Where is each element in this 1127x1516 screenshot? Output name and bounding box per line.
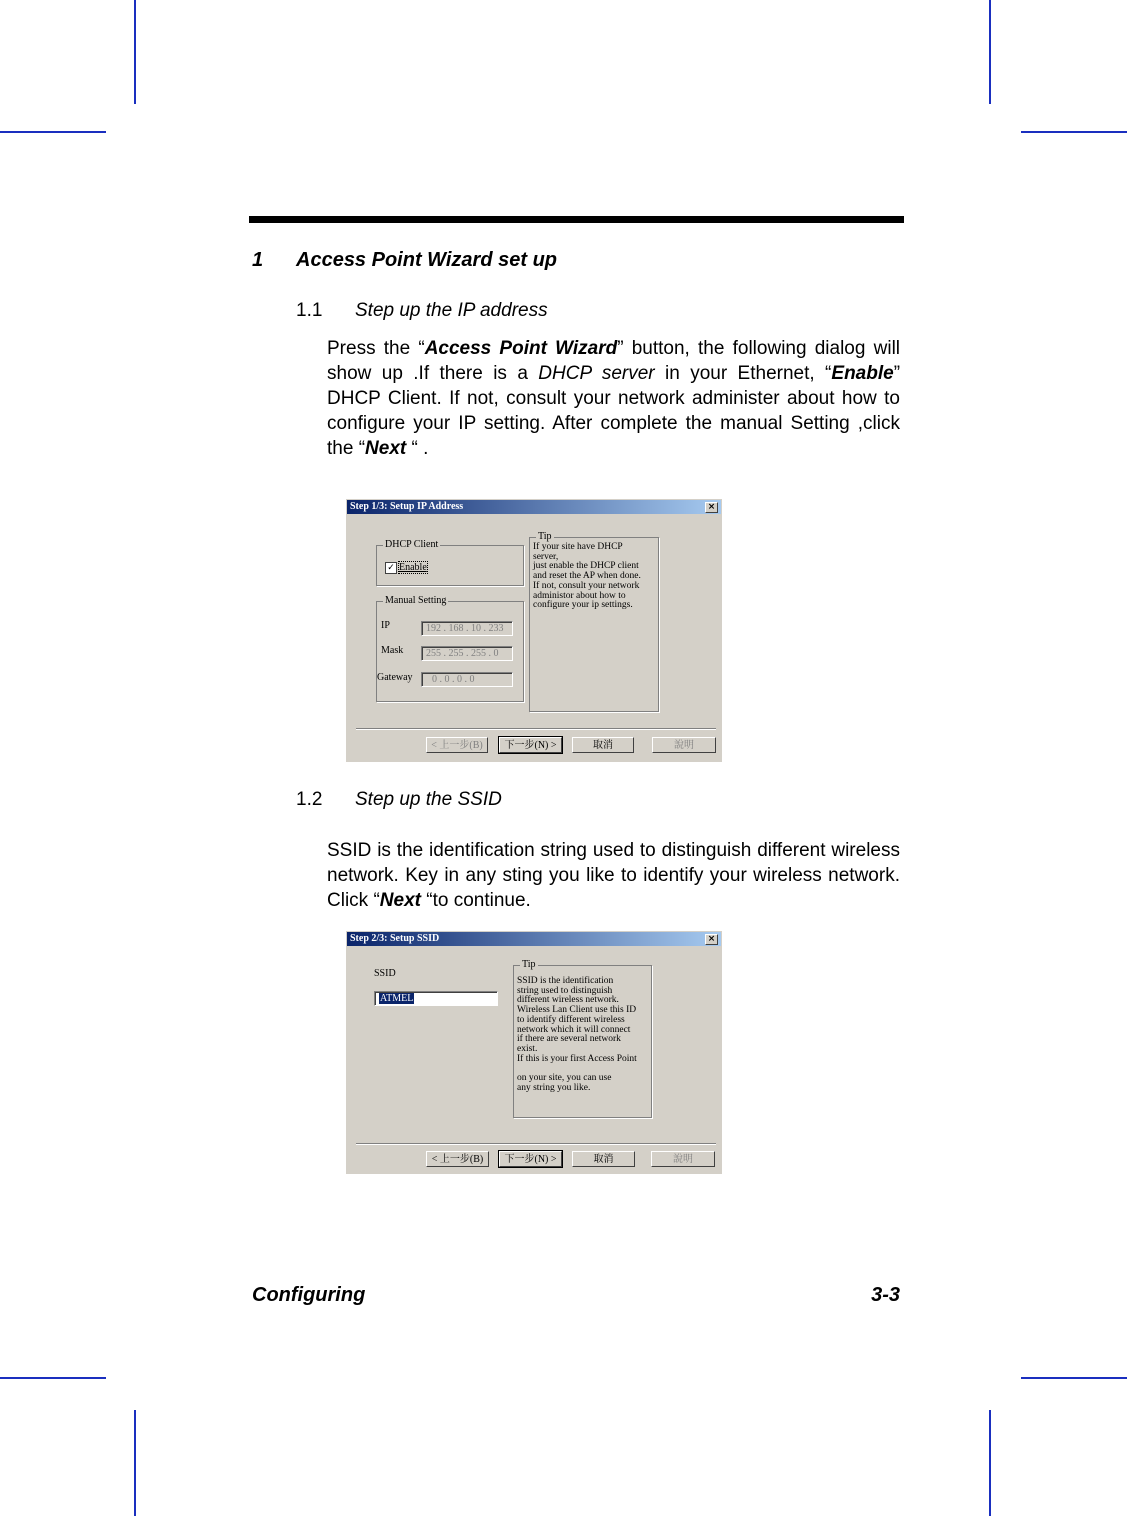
close-icon[interactable]: × (705, 502, 718, 513)
next-button[interactable]: 下一步(N) > (499, 737, 562, 753)
dhcp-client-legend: DHCP Client (385, 539, 439, 550)
crop-mark (0, 1377, 106, 1379)
ssid-value: ATMEL (380, 993, 414, 1004)
ip-field[interactable]: 192 . 168 . 10 . 233 (421, 621, 513, 636)
subsection-title: Step up the SSID (355, 789, 502, 810)
enable-label[interactable]: Enable (399, 562, 427, 573)
crop-mark (989, 1410, 991, 1516)
mask-field[interactable]: 255 . 255 . 255 . 0 (421, 646, 513, 661)
section-title: Access Point Wizard set up (296, 249, 557, 271)
subsection-number: 1.1 (296, 300, 323, 321)
cancel-button[interactable]: 取消 (572, 737, 634, 753)
enable-checkbox[interactable]: ✓ (385, 562, 397, 574)
manual-setting-group (376, 595, 524, 702)
header-rule (249, 216, 904, 223)
section-heading (252, 249, 557, 272)
dialog-setup-ip (346, 499, 722, 762)
paragraph-ip: Press the “Access Point Wizard” button, the following dialog will show up .If there is a DHCP server in your Ethernet, “Enable” DHCP Client. If not, consult your network administer about how to configure your IP setting. After complete the manual Setting ,click the “Next “ . (327, 338, 901, 459)
paragraph-ssid: SSID is the identification string used to distinguish different wireless network. Key in any sting you like to identify your wireless network. Click “Next “to continue. (327, 840, 900, 911)
subsection-heading-1 (296, 300, 548, 322)
separator (356, 1143, 716, 1145)
help-button[interactable]: 說明 (651, 1151, 715, 1167)
gateway-label: Gateway (377, 672, 413, 683)
ssid-field[interactable] (374, 991, 498, 1006)
dialog-titlebar[interactable]: Step 2/3: Setup SSID × (347, 932, 721, 946)
dhcp-client-group (376, 539, 524, 586)
crop-mark (1021, 131, 1127, 133)
back-button[interactable]: < 上一步(B) (426, 1151, 489, 1167)
tip-legend: Tip (538, 531, 552, 542)
back-button[interactable]: < 上一步(B) (426, 737, 488, 753)
crop-mark (0, 131, 106, 133)
separator (356, 728, 716, 730)
ip-label: IP (381, 620, 390, 631)
cancel-button[interactable]: 取消 (572, 1151, 635, 1167)
subsection-heading-2 (296, 789, 502, 811)
subsection-number: 1.2 (296, 789, 323, 810)
footer-page-number: 3-3 (871, 1284, 900, 1306)
next-button[interactable]: 下一步(N) > (499, 1151, 562, 1167)
manual-setting-legend: Manual Setting (385, 595, 447, 606)
tip-text: If your site have DHCP server, just enable the DHCP client and reset the AP when done. If not, consult your network administor about how to configure your ip settings. (533, 542, 641, 611)
close-icon[interactable]: × (705, 934, 718, 945)
help-button[interactable]: 說明 (652, 737, 716, 753)
tip-group (513, 959, 652, 1118)
subsection-title: Step up the IP address (355, 300, 548, 321)
crop-mark (134, 0, 136, 104)
crop-mark (1021, 1377, 1127, 1379)
dialog-titlebar[interactable]: Step 1/3: Setup IP Address × (347, 500, 721, 514)
dialog-setup-ssid (346, 931, 722, 1174)
crop-mark (989, 0, 991, 104)
tip-legend: Tip (522, 959, 536, 970)
ssid-label: SSID (374, 968, 396, 979)
footer-chapter: Configuring (252, 1284, 366, 1306)
gateway-field[interactable]: 0 . 0 . 0 . 0 (421, 672, 513, 687)
mask-label: Mask (381, 645, 404, 656)
section-number: 1 (252, 249, 264, 271)
tip-text: SSID is the identification string used to distinguish different wireless network. Wireless Lan Client use this ID to identify different wireless network which it will connect if there are several network exist. If this is your first Access Point on your site, you can use any string you like. (517, 976, 637, 1093)
tip-group (529, 531, 659, 712)
crop-mark (134, 1410, 136, 1516)
